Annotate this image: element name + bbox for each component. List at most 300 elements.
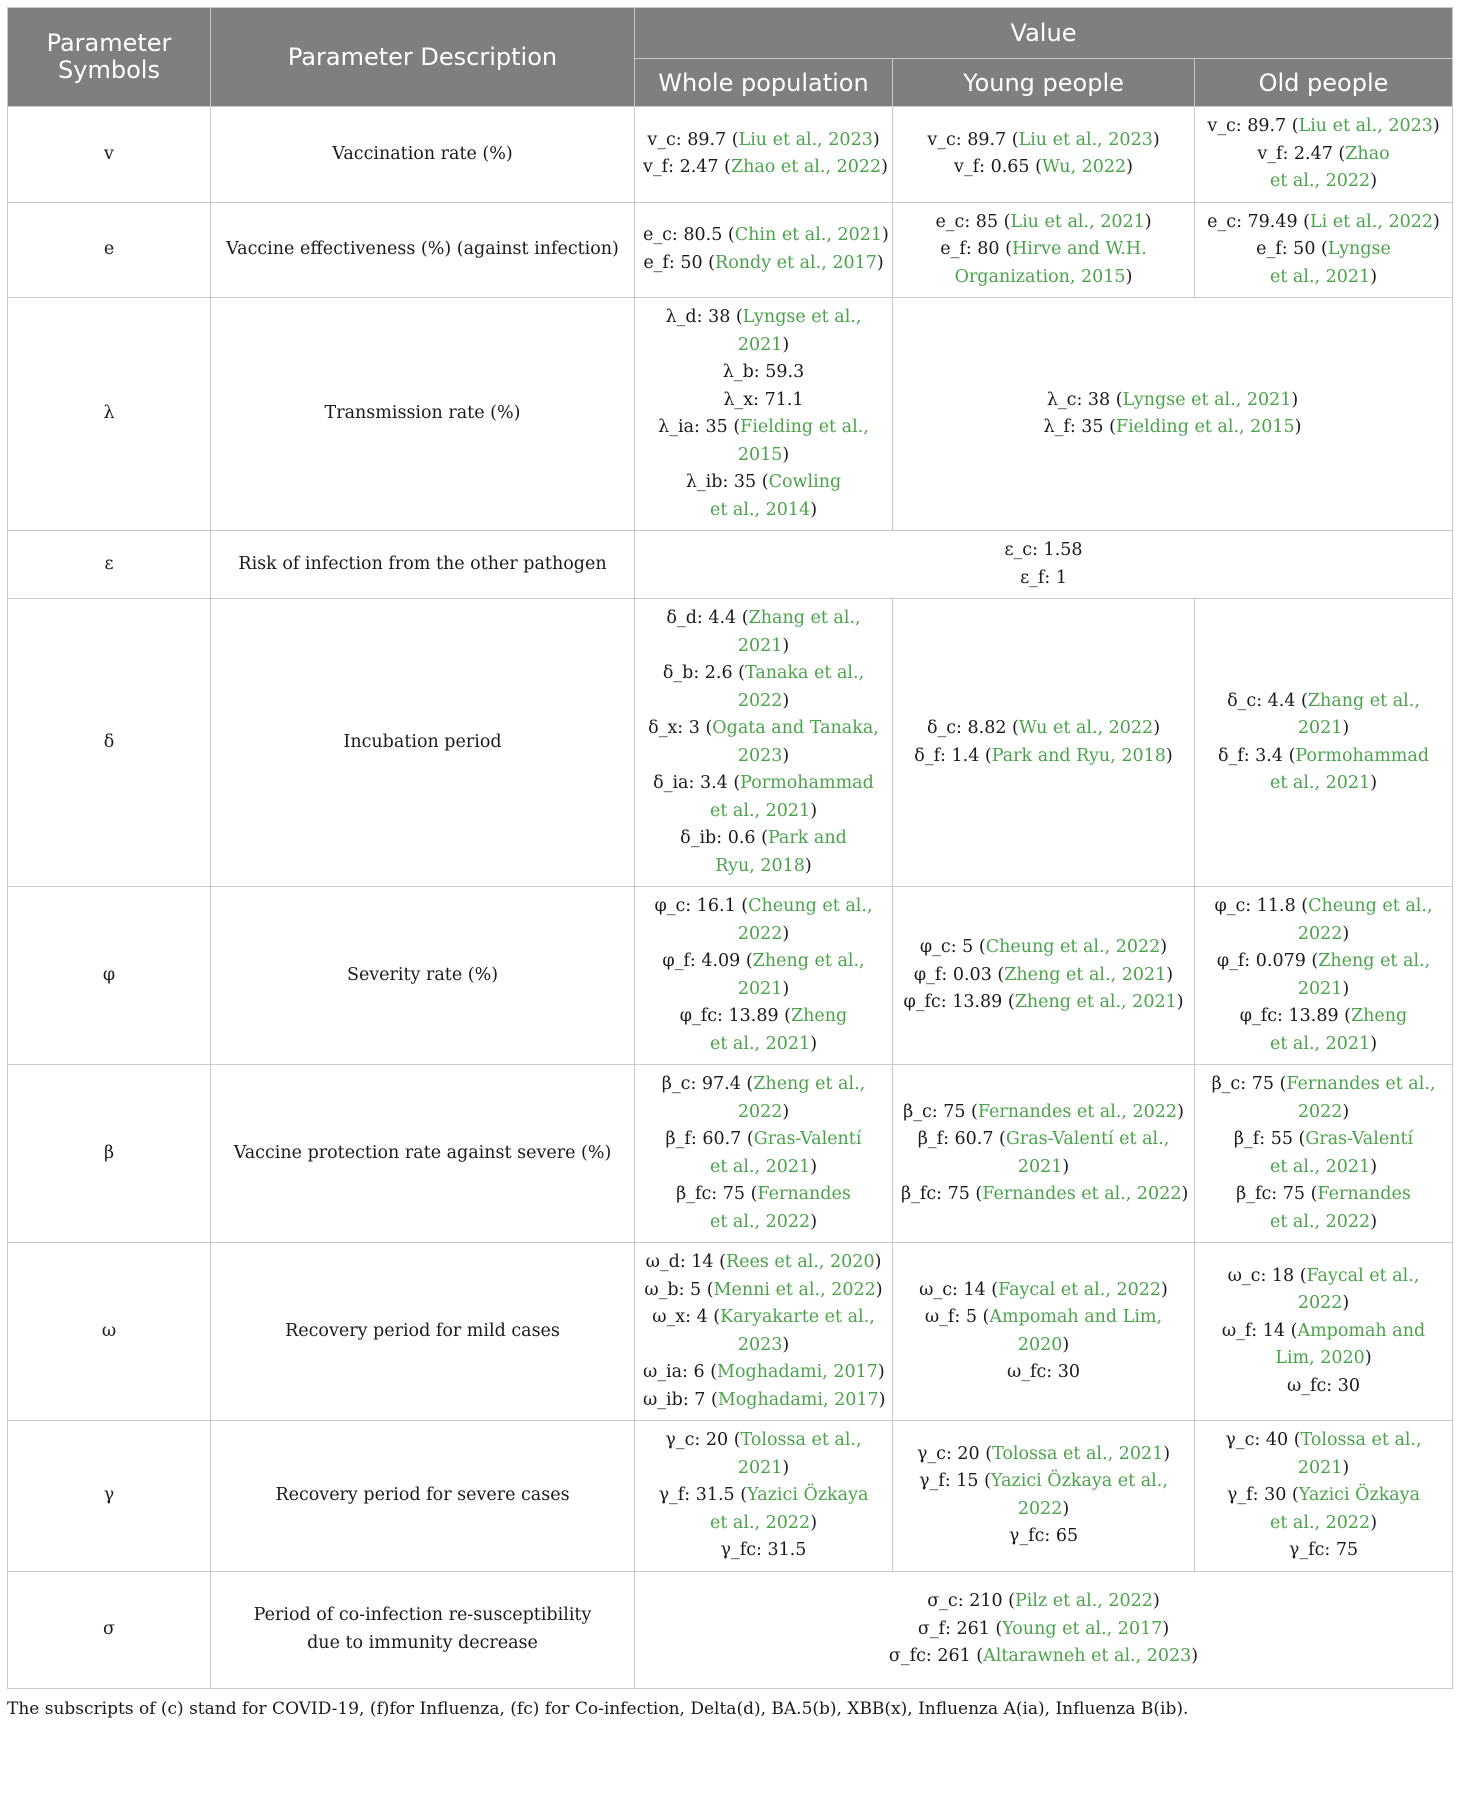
value-text: ) [875,1279,883,1300]
reference-link[interactable]: et al., 2021 [1269,266,1371,287]
parameter-symbol: δ [8,599,211,887]
value-line [643,1588,1444,1616]
value-text: λ_x: 71.1 [723,389,804,410]
value-text: ) [1364,1348,1372,1369]
reference-link[interactable]: Ampomah and Lim, [989,1307,1163,1327]
reference-link[interactable]: Liu et al., 2023 [1018,129,1153,150]
value-line [901,1496,1186,1524]
value-text: φ_c: 11.8 ( [1214,896,1309,916]
value-line [643,1249,884,1277]
value-line [1203,1071,1444,1099]
header-parameter-symbols: Parameter Symbols [8,8,211,107]
value-text: e_c: 80.5 ( [643,225,735,246]
parameter-symbol: ω [8,1243,211,1421]
reference-link[interactable]: Lim, 2020 [1275,1348,1365,1369]
parameter-symbol: ε [8,531,211,599]
value-text: ) [810,1033,818,1054]
value-text: γ_c: 40 ( [1225,1430,1301,1450]
parameter-symbol: σ [8,1571,211,1688]
value-text: φ_fc: 13.89 ( [903,992,1015,1013]
value-line [643,798,884,826]
value-text: ) [782,635,790,656]
value-line [643,442,884,470]
value-line [643,359,884,387]
reference-link[interactable]: Yazici Özkaya et al., [990,1471,1168,1492]
value-text: λ_f: 35 ( [1043,417,1116,437]
parameter-description: Vaccine protection rate against severe (%) [211,1065,635,1243]
table-row [8,298,1453,531]
parameter-description: Incubation period [211,599,635,887]
value-text: v_c: 89.7 ( [1207,116,1299,136]
value-line [901,1332,1186,1360]
reference-link[interactable]: Liu et al., 2023 [1298,116,1433,136]
value-line [1203,1537,1444,1565]
value-text: γ_fc: 75 [1288,1540,1359,1560]
value-text: ) [782,923,790,944]
value-text: δ_x: 3 ( [648,718,713,738]
value-text: ) [1294,417,1302,437]
reference-link[interactable]: Wu et al., 2022 [1018,718,1154,738]
reference-link[interactable]: 2021 [1017,1156,1063,1177]
value-text: ) [782,1457,790,1478]
value-line [1203,1263,1444,1291]
value-line [643,715,884,743]
parameter-description: Vaccine effectiveness (%) (against infection) [211,202,635,298]
reference-link[interactable]: Cheung et al., [748,896,873,916]
value-text: β_fc: 75 ( [1236,1184,1318,1204]
reference-link[interactable]: Wu, 2022 [1041,157,1127,178]
value-text: v_c: 89.7 ( [647,129,739,150]
value-line [643,1099,884,1127]
parameter-description: Vaccination rate (%) [211,107,635,203]
value-text: e_c: 85 ( [935,211,1011,232]
reference-link[interactable]: et al., 2021 [1269,1033,1371,1054]
reference-link[interactable]: Zheng et al., 2021 [1014,992,1177,1013]
value-text: ) [1181,1184,1189,1204]
value-line [1203,1290,1444,1318]
value-text: ω_f: 14 ( [1221,1320,1298,1341]
value-text: φ_f: 4.09 ( [662,951,753,971]
value-text: ) [1342,718,1350,738]
value-text: ) [1191,1646,1199,1667]
parameter-symbol: λ [8,298,211,531]
value-whole-population [635,1243,893,1421]
reference-link[interactable]: Gras-Valentí et al., [1005,1129,1170,1149]
value-line [1203,1209,1444,1237]
value-text: ε_f: 1 [1020,567,1067,588]
reference-link[interactable]: 2021 [737,1457,783,1478]
value-text: e_f: 50 ( [643,252,716,273]
table-row [8,1243,1453,1421]
value-young-and-old [893,298,1453,531]
value-text: ω_ia: 6 ( [643,1362,718,1382]
value-text: ) [872,129,880,150]
value-line [643,1332,884,1360]
reference-link[interactable]: Liu et al., 2023 [738,129,873,150]
reference-link[interactable]: et al., 2022 [1269,171,1371,191]
reference-link[interactable]: et al., 2021 [1269,773,1371,793]
value-text: ω_fc: 30 [1286,1375,1361,1396]
reference-link[interactable]: 2022 [737,690,783,711]
reference-link[interactable]: et al., 2022 [1269,1211,1371,1232]
reference-link[interactable]: 2021 [1297,718,1343,738]
reference-link[interactable]: Fielding et al., 2015 [1115,417,1295,437]
parameter-description: Period of co-infection re-susceptibility due to immunity decrease [211,1571,635,1688]
table-row [8,1065,1453,1243]
value-text: ) [1342,1457,1350,1478]
reference-link[interactable]: et al., 2022 [709,1211,811,1232]
value-text: ) [1370,1156,1378,1177]
value-line [901,154,1186,182]
reference-link[interactable]: 2021 [737,334,783,355]
reference-link[interactable]: Hirve and W.H. [1011,239,1147,259]
reference-link[interactable]: Moghadami, 2017 [717,1389,879,1410]
value-text: ) [1161,1279,1168,1300]
value-young-people [893,1421,1195,1572]
value-line [643,1154,884,1182]
reference-link[interactable]: 2023 [737,745,783,766]
reference-link[interactable]: Altarawneh et al., 2023 [983,1646,1192,1667]
value-line [643,1031,884,1059]
reference-link[interactable]: et al., 2022 [709,1512,811,1533]
reference-link[interactable]: 2021 [737,978,783,999]
value-line [643,469,884,497]
value-line [901,1154,1186,1182]
reference-link[interactable]: et al., 2021 [709,1156,811,1177]
reference-link[interactable]: 2020 [1017,1334,1063,1355]
reference-link[interactable]: Pormohammad [740,773,874,793]
value-text: v_f: 2.47 ( [643,157,731,178]
value-old-people [1195,887,1453,1065]
reference-link[interactable]: Ryu, 2018 [715,855,805,876]
value-line [901,743,1186,771]
value-line [1203,1154,1444,1182]
value-line [901,1441,1186,1469]
value-line [901,236,1186,264]
value-line [901,715,1186,743]
value-line [643,1387,884,1415]
reference-link[interactable]: Pormohammad [1295,745,1430,766]
value-line [1203,1510,1444,1538]
value-text: ) [1370,1512,1378,1533]
reference-link[interactable]: et al., 2022 [1269,1512,1371,1533]
value-text: ) [876,252,884,273]
value-text: ) [1177,1101,1184,1122]
reference-link[interactable]: et al., 2021 [1269,1156,1371,1177]
value-line [1203,1181,1444,1209]
value-text: ) [782,1101,790,1122]
reference-link[interactable]: et al., 2021 [709,1033,811,1054]
value-text: σ_f: 261 ( [917,1618,1003,1639]
value-line [643,154,888,182]
value-text: δ_ib: 0.6 ( [680,828,768,848]
value-line [643,1427,884,1455]
value-line [643,1616,1444,1644]
reference-link[interactable]: 2023 [737,1334,783,1355]
reference-link[interactable]: Zheng [790,1006,848,1026]
value-line [901,1359,1186,1387]
value-line [901,1181,1189,1209]
value-text: ω_ib: 7 ( [643,1389,718,1410]
value-line [643,1304,884,1332]
value-line [643,1359,884,1387]
reference-link[interactable]: Rondy et al., 2017 [715,252,877,273]
reference-link[interactable]: 2022 [1297,1101,1343,1122]
reference-link[interactable]: 2021 [737,635,783,656]
table-body [8,107,1453,1689]
reference-link[interactable]: et al., 2014 [709,499,811,520]
value-line [901,962,1186,990]
value-text: ) [782,1334,790,1355]
value-text: e_f: 80 ( [940,239,1012,259]
reference-link[interactable]: Rees et al., 2020 [725,1252,875,1272]
value-text: ) [782,745,790,766]
value-old-people [1195,599,1453,887]
value-text: ) [1062,1498,1070,1519]
reference-link[interactable]: Fernandes [757,1184,851,1204]
value-text: ) [1125,266,1133,287]
value-line [643,387,884,415]
header-whole-population: Whole population [635,59,893,107]
value-text: φ_c: 5 ( [919,937,986,958]
value-text: ) [1152,129,1160,150]
table-row [8,1421,1453,1572]
reference-link[interactable]: Fernandes et al., 2022 [982,1184,1182,1204]
reference-link[interactable]: Fielding et al., [740,417,869,437]
value-text: ω_c: 14 ( [919,1279,999,1300]
value-line [643,222,889,250]
value-text: λ_b: 59.3 [722,362,805,382]
value-line [643,1510,884,1538]
reference-link[interactable]: Li et al., 2022 [1310,211,1434,232]
value-old-people [1195,1065,1453,1243]
value-text: λ_c: 38 ( [1046,389,1123,410]
value-text: ) [881,157,888,178]
value-text: σ_fc: 261 ( [888,1646,984,1667]
value-text: ) [1370,171,1378,191]
value-line [643,1482,884,1510]
parameter-symbol: e [8,202,211,298]
value-all-groups [635,531,1453,599]
value-text: σ_c: 210 ( [927,1591,1015,1612]
reference-link[interactable]: Ogata and Tanaka, [712,718,879,738]
reference-link[interactable]: Cheung et al., 2022 [985,937,1161,958]
table-row [8,531,1453,599]
value-text: ω_d: 14 ( [645,1252,726,1272]
reference-link[interactable]: Zheng [1350,1006,1408,1026]
table-row [8,1571,1453,1688]
value-text: β_fc: 75 ( [901,1184,983,1204]
value-text: e_c: 79.49 ( [1207,211,1311,232]
reference-link[interactable]: 2022 [1297,923,1343,944]
value-line [901,1099,1186,1127]
value-line [1203,921,1444,949]
reference-link[interactable]: Menni et al., 2022 [713,1279,876,1300]
value-old-people [1195,1421,1453,1572]
value-text: β_fc: 75 ( [676,1184,758,1204]
value-line [643,921,884,949]
reference-link[interactable]: Faycal et al., 2022 [998,1279,1161,1300]
value-text: β_f: 60.7 ( [665,1129,754,1149]
value-line [1203,1345,1444,1373]
value-line [643,605,884,633]
value-line [1203,1003,1444,1031]
reference-link[interactable]: 2015 [737,444,783,465]
value-line [643,948,884,976]
reference-link[interactable]: Young et al., 2017 [1002,1618,1163,1639]
value-whole-population [635,599,893,887]
value-whole-population [635,1421,893,1572]
reference-link[interactable]: Lyngse et al., [742,307,862,327]
value-young-people [893,599,1195,887]
value-text: β_c: 75 ( [903,1101,978,1122]
value-line [1203,715,1444,743]
reference-link[interactable]: Gras-Valentí [753,1129,862,1149]
reference-link[interactable]: Pilz et al., 2022 [1014,1591,1153,1612]
reference-link[interactable]: Gras-Valentí [1305,1129,1414,1149]
value-line [643,332,884,360]
reference-link[interactable]: Zhao et al., 2022 [730,157,882,178]
value-young-people [893,1243,1195,1421]
value-text: γ_fc: 65 [1008,1526,1079,1547]
parameter-symbol: φ [8,887,211,1065]
value-old-people [1195,202,1453,298]
table-row [8,107,1453,203]
reference-link[interactable]: Zheng et al., [753,1074,866,1094]
value-line [1203,1099,1444,1127]
value-text: β_c: 97.4 ( [661,1074,754,1094]
reference-link[interactable]: Cowling [768,472,842,492]
value-text: v_f: 2.47 ( [1257,143,1346,164]
table-row [8,599,1453,887]
value-line [901,1277,1186,1305]
value-text: λ_ia: 35 ( [658,417,741,437]
value-line [1203,168,1444,196]
value-text: φ_fc: 13.89 ( [679,1006,791,1026]
value-line [643,743,884,771]
value-text: ) [1370,266,1378,287]
value-whole-population [635,202,893,298]
value-text: ω_x: 4 ( [652,1307,721,1327]
reference-link[interactable]: Chin et al., 2021 [734,225,883,246]
reference-link[interactable]: Zheng et al., [1318,951,1431,971]
value-text: ) [1144,211,1152,232]
value-text: ) [810,499,818,520]
value-line [643,633,884,661]
value-text: ) [810,1211,818,1232]
reference-link[interactable]: 2022 [737,1101,783,1122]
value-text: ε_c: 1.58 [1004,540,1083,560]
value-text: ω_f: 5 ( [924,1307,990,1327]
reference-link[interactable]: Lyngse [1327,239,1391,259]
reference-link[interactable]: Yazici Özkaya [747,1485,869,1505]
value-line [901,127,1186,155]
value-line [1203,743,1444,771]
value-text: ) [874,1252,882,1272]
value-text: ) [1062,1334,1070,1355]
reference-link[interactable]: 2022 [737,923,783,944]
reference-link[interactable]: Faycal et al., [1306,1265,1420,1286]
value-text: γ_f: 15 ( [919,1471,991,1492]
reference-link[interactable]: Organization, 2015 [954,266,1126,287]
value-all-groups [635,1571,1453,1688]
value-line [1203,1031,1444,1059]
value-line [643,127,884,155]
value-text: ) [1342,923,1350,944]
value-text: v_c: 89.7 ( [927,129,1019,150]
reference-link[interactable]: 2022 [1017,1498,1063,1519]
reference-link[interactable]: et al., 2021 [709,800,811,821]
parameter-description: Recovery period for mild cases [211,1243,635,1421]
reference-link[interactable]: Ampomah and [1297,1320,1426,1341]
reference-link[interactable]: Fernandes et al., 2022 [977,1101,1178,1122]
value-text: ) [877,1362,885,1382]
value-text: ) [1433,211,1440,232]
parameter-description: Severity rate (%) [211,887,635,1065]
reference-link[interactable]: Park and Ryu, 2018 [991,745,1166,766]
reference-link[interactable]: Cheung et al., [1308,896,1433,916]
value-text: ) [1166,964,1174,985]
value-line [1203,770,1444,798]
reference-link[interactable]: Fernandes et al., [1286,1074,1436,1094]
value-text: ) [1370,1033,1378,1054]
value-line [901,1468,1186,1496]
table-header [8,8,1453,107]
reference-link[interactable]: Tolossa et al., [740,1430,862,1450]
reference-link[interactable]: Zhao [1345,143,1390,164]
reference-link[interactable]: Tolossa et al., [1300,1430,1422,1450]
reference-link[interactable]: Tolossa et al., 2021 [992,1443,1164,1464]
value-line [643,770,884,798]
value-text: ) [782,978,790,999]
table-footnote: The subscripts of (c) stand for COVID-19, (f)for Influenza, (fc) for Co-infection, Delta(d), BA.5(b), XBB(x), Influenza A(ia), Influenza B(ib). [7,1698,1189,1719]
reference-link[interactable]: Fernandes [1317,1184,1411,1204]
reference-link[interactable]: Park and [767,828,847,848]
reference-link[interactable]: Zhang et al., [748,608,861,628]
reference-link[interactable]: Liu et al., 2021 [1010,211,1145,232]
reference-link[interactable]: Zheng et al., 2021 [1004,964,1167,985]
value-text: φ_fc: 13.89 ( [1239,1006,1351,1026]
value-line [1203,209,1444,237]
value-text: ) [1291,389,1299,410]
reference-link[interactable]: Zhang et al., [1307,690,1420,711]
value-text: β_c: 75 ( [1211,1074,1287,1094]
value-text: ) [810,800,818,821]
value-line [643,1181,884,1209]
value-line [1203,1427,1444,1455]
value-line [1203,141,1444,169]
reference-link[interactable]: 2021 [1297,1457,1343,1478]
value-line [643,1003,884,1031]
reference-link[interactable]: Karyakarte et al., [720,1307,875,1327]
value-line [901,414,1444,442]
value-text: v_f: 0.65 ( [954,157,1042,178]
value-text: ) [810,1512,818,1533]
value-line [643,825,884,853]
reference-link[interactable]: 2022 [1297,1293,1343,1314]
value-line [643,1537,884,1565]
reference-link[interactable]: Tanaka et al., [745,663,865,683]
value-text: γ_f: 30 ( [1226,1485,1299,1505]
reference-link[interactable]: Moghadami, 2017 [717,1362,878,1382]
reference-link[interactable]: Yazici Özkaya [1298,1485,1421,1505]
reference-link[interactable]: Lyngse et al., 2021 [1122,389,1292,410]
parameter-description: Risk of infection from the other pathogen [211,531,635,599]
reference-link[interactable]: Zheng et al., [752,951,865,971]
value-line [643,1209,884,1237]
reference-link[interactable]: 2021 [1297,978,1343,999]
value-line [643,414,884,442]
